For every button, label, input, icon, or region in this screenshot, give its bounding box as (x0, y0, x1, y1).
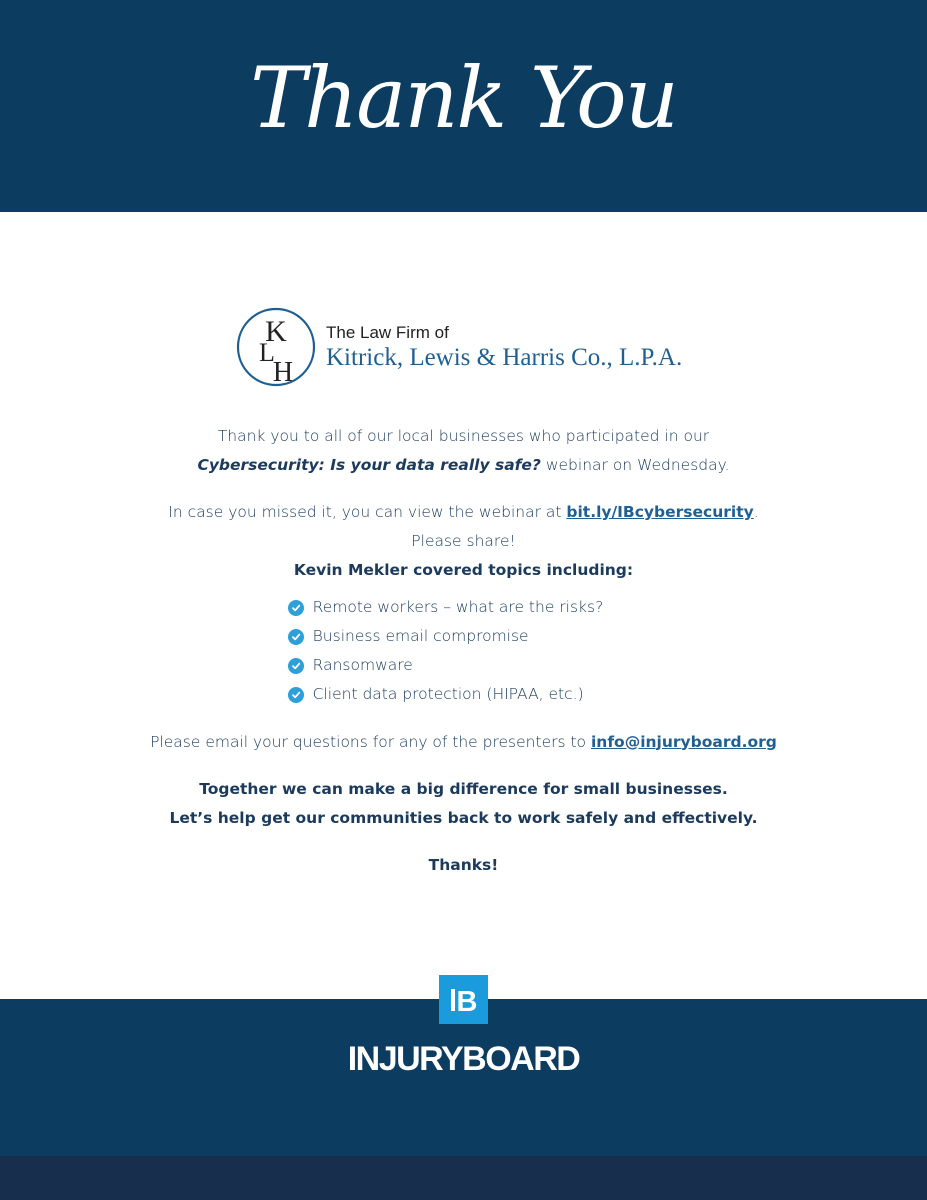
checkmark-icon (288, 600, 304, 616)
missed-suffix: . (753, 503, 759, 521)
badge-letter: B (456, 985, 477, 1016)
firm-name-line1: The Law Firm of (326, 323, 449, 342)
closing-paragraph (0, 775, 927, 833)
closing-line2: Let’s help get our communities back to work safely and effectively. (169, 808, 758, 827)
webinar-title: Cybersecurity: Is your data really safe? (197, 456, 541, 474)
intro-paragraph (0, 422, 927, 480)
email-paragraph (0, 728, 927, 757)
svg-text:L: L (259, 338, 275, 367)
topics-list (306, 593, 622, 709)
list-item (288, 593, 604, 622)
list-item (288, 622, 604, 651)
klh-seal-logo (236, 307, 316, 387)
footer-bottom-strip (0, 1156, 927, 1200)
share-text: Please share! (411, 532, 516, 550)
missed-paragraph (0, 498, 927, 556)
thanks-text: Thanks! (428, 855, 499, 874)
missed-prefix: In case you missed it, you can view the webinar at (168, 503, 567, 521)
message-body (0, 422, 927, 880)
list-item (288, 651, 604, 680)
firm-name (326, 321, 682, 373)
topic-label: Ransomware (312, 656, 413, 674)
intro-line2: webinar on Wednesday. (540, 456, 730, 474)
injuryboard-wordmark: INJURYBOARD (347, 1040, 580, 1078)
topic-label: Remote workers – what are the risks? (312, 598, 604, 616)
law-firm-logo (236, 306, 682, 388)
list-item (288, 680, 604, 709)
svg-text:H: H (272, 357, 294, 387)
firm-name-line2: Kitrick, Lewis & Harris Co., L.P.A. (326, 344, 683, 371)
intro-line1: Thank you to all of our local businesses who participated in our (217, 427, 710, 445)
email-link[interactable]: info@injuryboard.org (590, 732, 777, 751)
svg-text:K: K (265, 315, 287, 348)
closing-line1: Together we can make a big difference for small businesses. (199, 779, 728, 798)
topics-title: Kevin Mekler covered topics including: (293, 561, 634, 579)
topic-label: Business email compromise (312, 627, 529, 645)
injuryboard-badge-icon (439, 975, 488, 1024)
checkmark-icon (288, 658, 304, 674)
topic-label: Client data protection (HIPAA, etc.) (312, 685, 584, 703)
checkmark-icon (288, 687, 304, 703)
header-banner (0, 0, 927, 212)
webinar-link[interactable]: bit.ly/IBcybersecurity (566, 503, 754, 521)
page-title: Thank You (250, 49, 677, 147)
checkmark-icon (288, 629, 304, 645)
email-prefix: Please email your questions for any of the presenters to (150, 732, 591, 751)
